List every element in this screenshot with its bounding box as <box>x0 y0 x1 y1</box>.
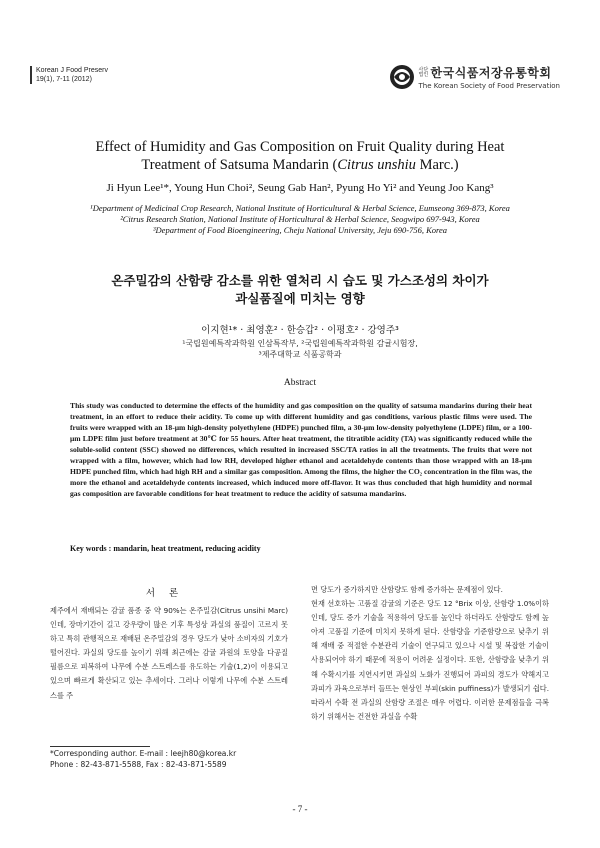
footnote <box>50 748 236 770</box>
korean-title <box>0 272 600 308</box>
footnote-divider <box>50 746 150 747</box>
korean-affiliations <box>0 338 600 360</box>
affiliation-2: ²Citrus Research Station, National Institute of Horticultural & Herbal Science, Seogwipo 697-943, Korea <box>120 214 480 224</box>
keywords: Key words : mandarin, heat treatment, reducing acidity <box>70 544 261 553</box>
title-line-2-suffix: Marc.) <box>415 157 459 173</box>
affiliation-3: ³Department of Food Bioengineering, Cheju National University, Jeju 690-756, Korea <box>152 225 448 235</box>
species-name: Citrus unshiu <box>337 157 416 173</box>
section-heading-introduction: 서론 <box>145 588 193 599</box>
korean-author-list: 이지현¹* · 최영훈² · 한승갑² · 이평호² · 강영주³ <box>201 325 399 336</box>
korean-affiliation-line-2: ³제주대학교 식품공학과 <box>258 350 342 359</box>
right-paragraph-1: 면 당도가 증가하지만 산함량도 함께 증가하는 문제점이 있다. <box>311 585 503 594</box>
author-list: Ji Hyun Lee¹*, Young Hun Choi², Seung Gab Han², Pyung Ho Yi² and Yeung Joo Kang³ <box>106 182 494 194</box>
contact-phone-fax: Phone : 82-43-871-5588, Fax : 82-43-871-5589 <box>50 760 227 769</box>
paper-title <box>0 138 600 174</box>
journal-volume: 19(1), 7-11 (2012) <box>36 76 92 83</box>
abstract-heading: Abstract <box>283 378 317 388</box>
korean-affiliation-line-1: ¹국립원예특작과학원 인삼특작부, ²국립원예특작과학원 감귤시험장, <box>182 339 418 348</box>
title-line-2-prefix: Treatment of Satsuma Mandarin ( <box>141 157 338 173</box>
society-logo-icon <box>389 64 415 90</box>
page-number: - 7 - <box>292 804 308 814</box>
left-column-text: 제주에서 재배되는 감귤 품종 중 약 90%는 온주밀감(Citrus unsihi Marc)인데, 장마기간이 길고 강우량이 많은 기후 특성상 과실의 품질이 고르지 못하고 특히 관행적으로 재배된 온주밀감의 경우 당도가 낮아 소비자의 기호가 떨어진다. 과실의 당도를 높이기 위해 최근에는 감귤 과원의 토양을 다공질 필름으로 피복하여 나무에 수분 스트레스를 유도하는 기술(1,2)이 이용되고 있으며 빠르게 확산되고 있는 추세이다. 그러나 이렇게 나무에 수분 스트레스를 주 <box>50 606 288 700</box>
society-name-english: The Korean Society of Food Preservation <box>418 82 560 90</box>
title-line-1: Effect of Humidity and Gas Composition on Fruit Quality during Heat <box>95 139 505 155</box>
right-column-text <box>311 583 549 724</box>
corresponding-author: *Corresponding author. E-mail : leejh80@korea.kr <box>50 749 237 758</box>
korean-title-line-2: 과실품질에 미치는 영향 <box>235 291 365 306</box>
right-paragraph-2: 현재 선호하는 고품질 감귤의 기준은 당도 12 °Brix 이상, 산함량 1.0%이하인데, 당도 증가 기술을 적용하여 당도를 높인다 하더라도 산함량도 함께 높아져 고품질 기준에 미치지 못하게 된다. 산함량을 기준함량으로 낮추기 위해 재배 중 적절한 수분관리 기술이 연구되고 있으나 시설 및 복잡한 기술이 사용되어야 하기 때문에 적용이 어려운 실정이다. 또한, 산함량을 낮추기 위해 수확시기를 지연시키면 과실의 노화가 진행되어 과피의 경도가 약해지고 과피가 과육으로부터 들뜨는 현상인 부피(skin puffiness)가 발생되기 쉽다. 따라서 수확 전 과실의 산함량 조절은 매우 어렵다. 이러한 문제점들을 극복하기 위해서는 건전한 과실을 수확 <box>311 599 549 721</box>
korean-title-line-1: 온주밀감의 산함량 감소를 위한 열처리 시 습도 및 가스조성의 차이가 <box>111 273 489 288</box>
abstract-body: This study was conducted to determine the effects of the humidity and gas composition on the quality of satsuma mandarins during their heat treatment, in an effort to reduce their acidity. To come up with different humidity and gas conditions, various plastic films were used. The fruits were wrapped with an 18-μm high-density polyethylene (HDPE) punched film, a 30-μm low-density polyethylene (LDPE) film, or a 100-μm LDPE film just before treatment at 30℃ for 55 hours. After heat treatment, the titratible acidity (TA) was significantly reduced while the soluble-solid content (SSC) showed no differences, which resulted in increased SSC/TA ratios in all the treatments. The fruits that were not wrapped with a film, however, which had low RH, developed higher ethanol and acetaldehyde contents than those wrapped with an 18-μm HDPE punched film, which had high RH and a similar gas composition. Among the films, the higher the CO₂ concentration in the film was, the more the ethanol and acetaldehyde contents increased, which induced more off-flavor. It was thus concluded that high humidity and normal gas composition are favorable conditions for heat treatment to reduce the acidity of satsuma mandarins. <box>70 401 532 498</box>
society-name-korean: 한국식품저장유통학회 <box>430 66 552 80</box>
affiliations <box>40 203 560 236</box>
society-prefix: 사단법인 <box>418 66 429 78</box>
title-line-2 <box>0 156 600 174</box>
society-header <box>389 64 560 90</box>
journal-name: Korean J Food Preserv <box>36 67 108 74</box>
affiliation-1: ¹Department of Medicinal Crop Research, National Institute of Horticultural & Herbal Science, Eumseong 369-873, Korea <box>90 203 510 213</box>
journal-reference <box>30 66 108 84</box>
